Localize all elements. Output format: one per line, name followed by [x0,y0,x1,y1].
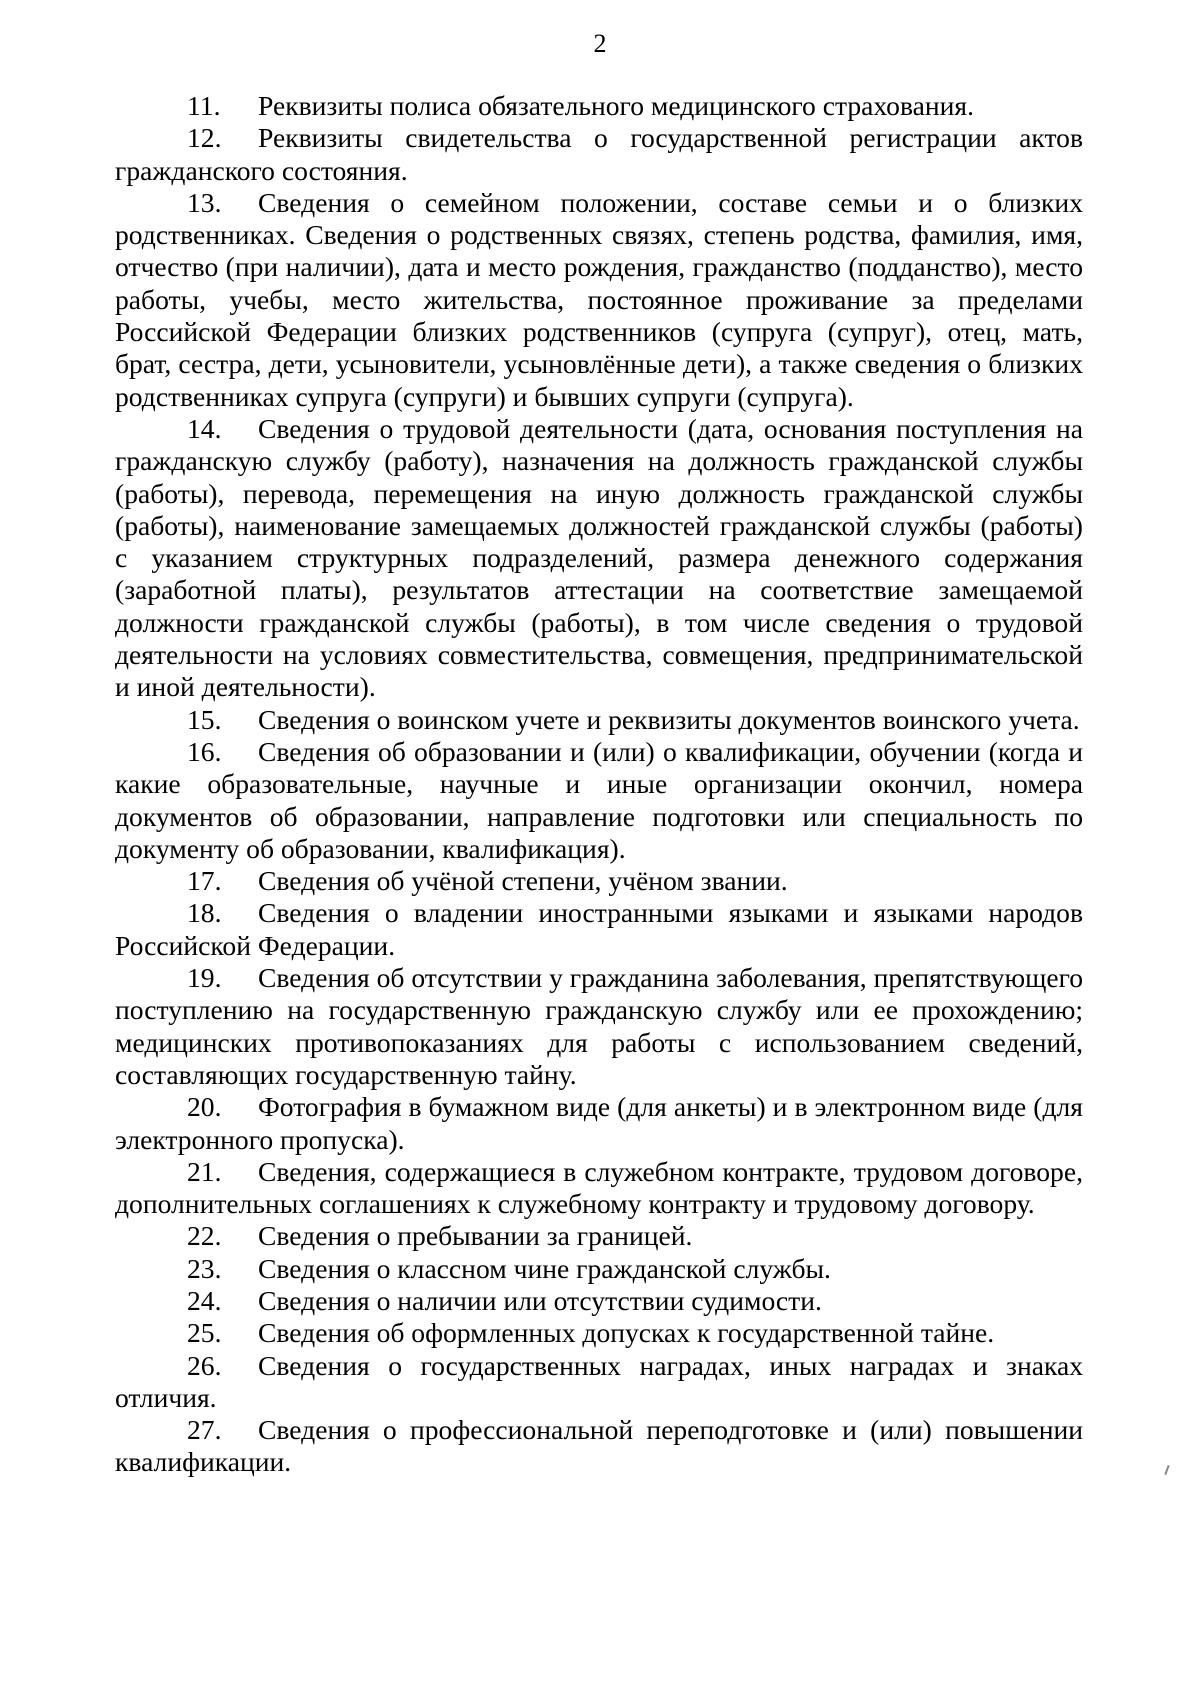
list-item [115,1317,1083,1349]
list-item [115,122,1083,187]
item-text: Сведения об образовании и (или) о квалификации, обучении (когда и какие образовательные, научные и иные организации окончил, номера документов об образовании, направление подготовки или специальность по документу об образовании, квалификация). [115,735,1083,864]
item-text: Реквизиты полиса обязательного медицинского страхования. [258,90,974,121]
item-text: Сведения о воинском учете и реквизиты документов воинского учета. [258,703,1080,735]
item-text: Сведения об учёной степени, учёном звании. [258,865,788,897]
item-text: Сведения о трудовой деятельности (дата, основания поступления на гражданскую службу (работу), назначения на должность гражданской службы (работы), перевода, перемещения на иную должность гражданской службы (работы), наименование замещаемых должностей гражданской службы (работы) с указанием структурных подразделений, размера денежного содержания (заработной платы), результатов аттестации на соответствие замещаемой должности гражданской службы (работы), в том числе сведения о трудовой деятельности на условиях совместительства, совмещения, предпринимательской и иной деятельности). [115,412,1083,703]
item-number: 26. [187,1349,222,1381]
item-number: 17. [187,865,222,897]
item-number: 18. [187,897,222,929]
list-item [115,736,1083,865]
item-text: Сведения об отсутствии у гражданина заболевания, препятствующего поступлению на государственную гражданскую службу или ее прохождению; медицинских противопоказаниях для работы с использованием сведений, составляющих государственную тайну. [115,962,1083,1090]
item-text: Сведения, содержащиеся в служебном контракте, трудовом договоре, дополнительных соглашениях к служебному контракту и трудовому договору. [115,1155,1083,1220]
item-number: 21. [187,1155,222,1187]
list-item [115,962,1083,1091]
list-item [115,187,1083,413]
item-number: 24. [187,1284,222,1316]
list-item [115,1350,1083,1415]
list-item [115,1253,1083,1285]
item-number: 16. [187,735,222,767]
item-text: Сведения о семейном положении, составе семьи и о близких родственниках. Сведения о родственных связях, степень родства, фамилия, имя, отчество (при наличии), дата и место рождения, гражданство (подданство), место работы, учебы, место жительства, постоянное проживание за пределами Российской Федерации близких родственников (супруга (супруг), отец, мать, брат, сестра, дети, усыновители, усыновлённые дети), а также сведения о близких родственниках супруга (супруги) и бывших супруги (супруга). [115,186,1083,412]
item-text: Сведения о классном чине гражданской службы. [258,1252,831,1284]
list-item [115,1220,1083,1252]
item-number: 23. [187,1252,222,1284]
document-body [115,90,1083,1479]
item-text: Сведения о пребывании за границей. [258,1220,693,1252]
list-item [115,704,1083,736]
item-number: 12. [187,122,222,154]
list-item [115,90,1083,122]
item-number: 27. [187,1414,222,1446]
list-item [115,413,1083,704]
item-text: Сведения о профессиональной переподготовке и (или) повышении квалификации. [115,1414,1083,1478]
item-number: 15. [187,703,222,735]
list-item [115,897,1083,962]
item-number: 14. [187,412,222,444]
item-text: Сведения об оформленных допусках к государственной тайне. [258,1317,995,1349]
list-item [115,1285,1083,1317]
item-number: 22. [187,1220,222,1252]
item-text: Сведения о наличии или отсутствии судимости. [258,1284,822,1316]
page-number: 2 [593,29,607,58]
item-text: Фотография в бумажном виде (для анкеты) и в электронном виде (для электронного пропуска). [115,1091,1083,1155]
list-item [115,865,1083,897]
list-item [115,1414,1083,1479]
item-text: Реквизиты свидетельства о государственной регистрации актов гражданского состояния. [115,122,1083,186]
item-number: 19. [187,962,222,994]
item-text: Сведения о государственных наградах, иных наградах и знаках отличия. [115,1349,1083,1413]
list-item [115,1156,1083,1221]
item-number: 11. [187,90,221,121]
scan-artifact-mark [1164,1465,1169,1475]
item-text: Сведения о владении иностранными языками и языками народов Российской Федерации. [115,897,1083,961]
item-number: 25. [187,1317,222,1349]
list-item [115,1091,1083,1156]
item-number: 13. [187,186,222,218]
item-number: 20. [187,1091,222,1123]
